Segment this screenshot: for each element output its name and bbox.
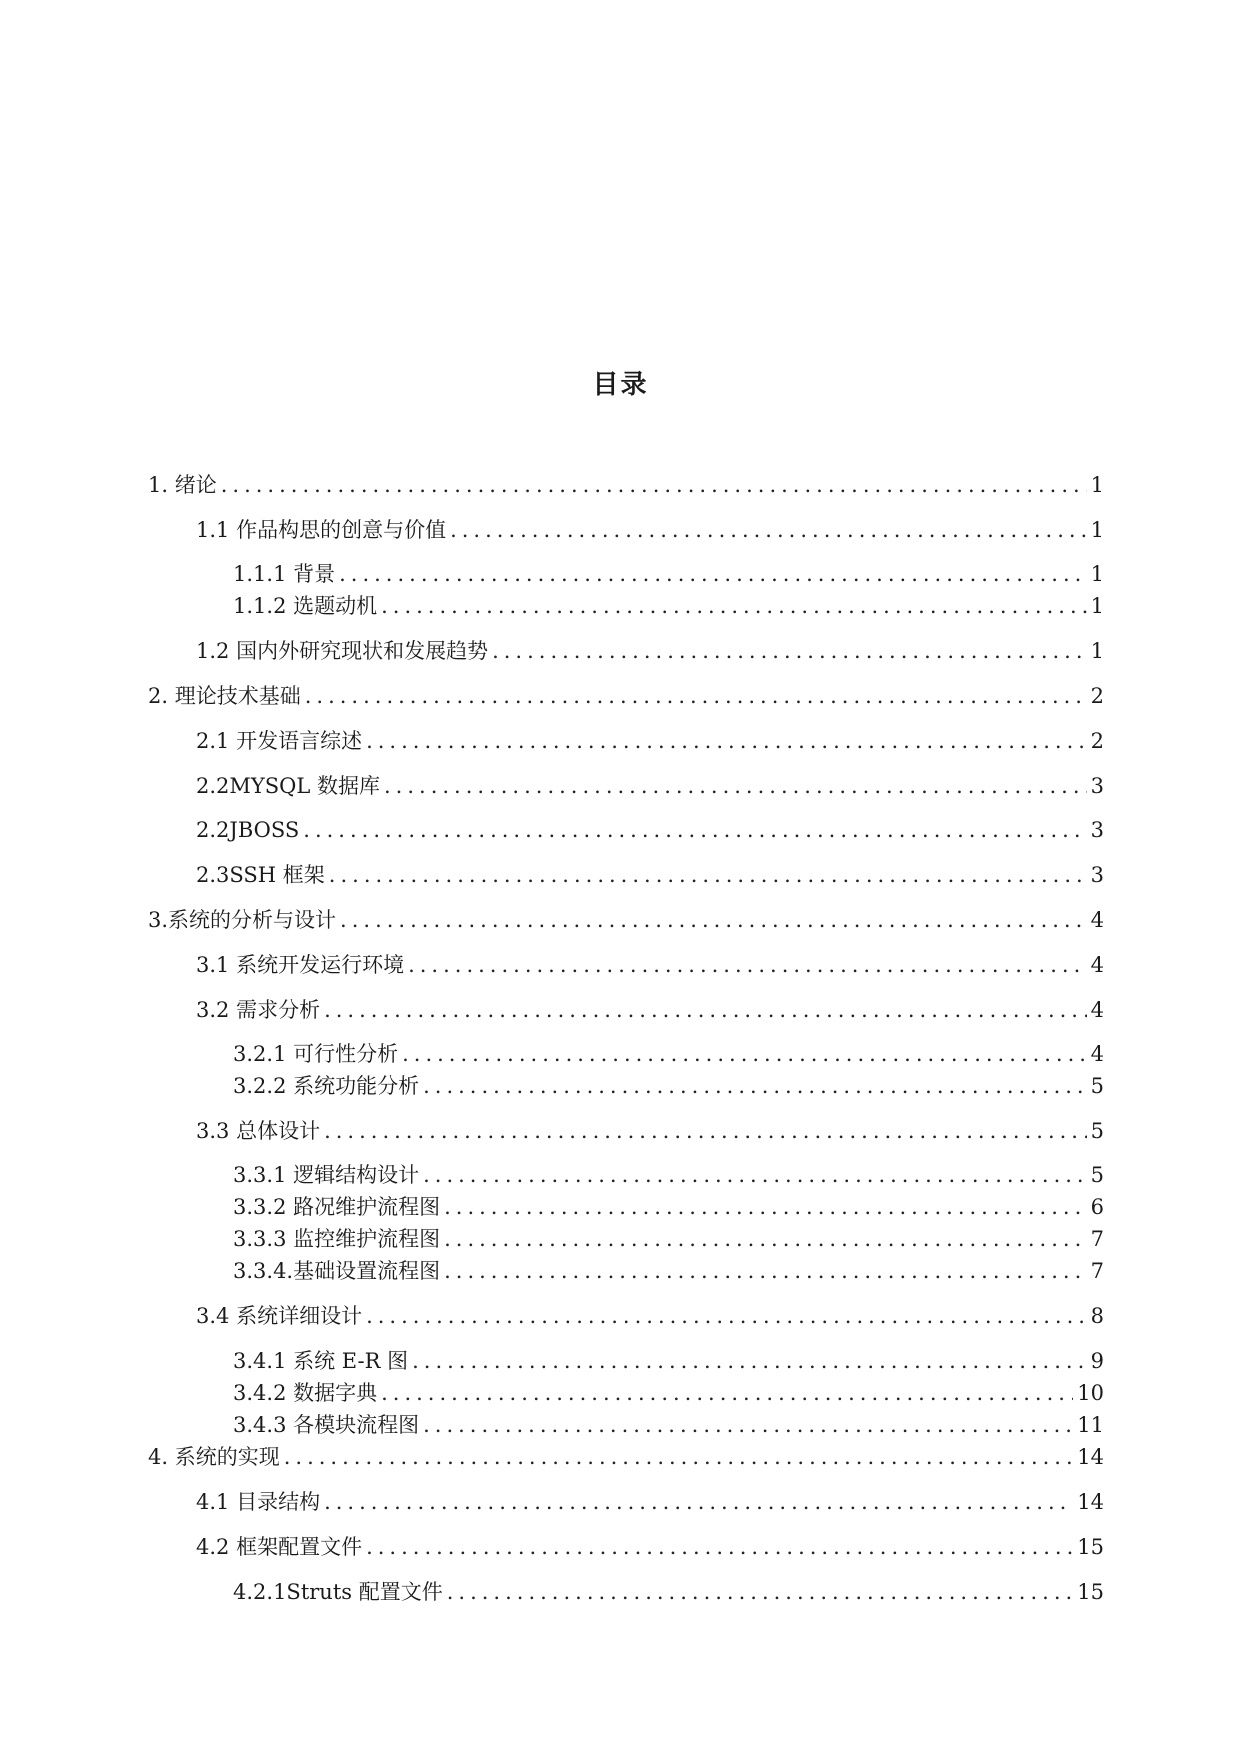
dot-leader [447, 1579, 1074, 1605]
toc-entry[interactable] [196, 1299, 1104, 1329]
dot-leader [384, 773, 1087, 799]
dot-leader [408, 952, 1087, 978]
toc-entry[interactable] [233, 1408, 1104, 1438]
toc-entry[interactable] [148, 903, 1104, 933]
toc-entry-page: 14 [1077, 1445, 1104, 1469]
toc-entry-page: 9 [1090, 1349, 1104, 1373]
toc-entry-label: 3.4.1 系统 E-R 图 [233, 1349, 409, 1373]
toc-entry[interactable] [233, 1037, 1104, 1067]
toc-entry-label: 3.3.2 路况维护流程图 [233, 1195, 441, 1219]
dot-leader [329, 862, 1087, 888]
dot-leader [492, 638, 1087, 664]
toc-entry-label: 3.3.3 监控维护流程图 [233, 1227, 441, 1251]
toc-entry-page: 7 [1090, 1227, 1104, 1251]
toc-entry[interactable] [148, 679, 1104, 709]
toc-entry[interactable] [196, 513, 1104, 543]
toc-entry-page: 3 [1090, 774, 1104, 798]
toc-entry[interactable] [196, 813, 1104, 843]
toc-entry-label: 4.2.1Struts 配置文件 [233, 1580, 443, 1604]
page-title: 目录 [592, 370, 649, 401]
toc-entry[interactable] [196, 948, 1104, 978]
toc-entry-label: 1. 绪论 [148, 473, 217, 497]
dot-leader [339, 561, 1087, 587]
toc-entry-label: 3.4.3 各模块流程图 [233, 1413, 420, 1437]
toc-entry[interactable] [196, 634, 1104, 664]
toc-entry-label: 3.1 系统开发运行环境 [196, 953, 405, 977]
toc-entry-label: 1.1 作品构思的创意与价值 [196, 518, 447, 542]
toc-entry-label: 3.系统的分析与设计 [148, 908, 337, 932]
toc-entry[interactable] [196, 724, 1104, 754]
dot-leader [324, 997, 1087, 1023]
toc-entry-page: 7 [1090, 1259, 1104, 1283]
toc-entry[interactable] [196, 1485, 1104, 1515]
toc-entry-page: 15 [1077, 1535, 1104, 1559]
toc-entry[interactable] [233, 1344, 1104, 1374]
toc-entry[interactable] [148, 468, 1104, 498]
dot-leader [284, 1444, 1074, 1470]
toc-entry-label: 3.4.2 数据字典 [233, 1381, 378, 1405]
toc-entry-label: 3.2.1 可行性分析 [233, 1042, 399, 1066]
toc-entry-label: 1.1.1 背景 [233, 562, 336, 586]
toc-entry[interactable] [196, 1530, 1104, 1560]
toc-entry-page: 10 [1077, 1381, 1104, 1405]
toc-entry-label: 3.3 总体设计 [196, 1119, 321, 1143]
toc-entry-page: 6 [1090, 1195, 1104, 1219]
dot-leader [412, 1348, 1087, 1374]
toc-entry-page: 5 [1090, 1163, 1104, 1187]
toc-entry[interactable] [148, 1440, 1104, 1470]
dot-leader [444, 1258, 1087, 1284]
toc-entry-label: 3.4 系统详细设计 [196, 1304, 363, 1328]
dot-leader [303, 817, 1086, 843]
toc-entry-page: 5 [1090, 1074, 1104, 1098]
toc-entry-label: 2. 理论技术基础 [148, 684, 301, 708]
dot-leader [450, 517, 1087, 543]
toc-entry-page: 1 [1090, 594, 1104, 618]
dot-leader [423, 1412, 1073, 1438]
toc-entry-label: 1.1.2 选题动机 [233, 594, 378, 618]
toc-entry[interactable] [233, 1254, 1104, 1284]
toc-entry-page: 4 [1090, 953, 1104, 977]
toc-entry-page: 1 [1090, 639, 1104, 663]
toc-entry-page: 4 [1090, 998, 1104, 1022]
toc-entry-page: 14 [1077, 1490, 1104, 1514]
toc-entry[interactable] [233, 1222, 1104, 1252]
dot-leader [444, 1194, 1087, 1220]
toc-entry[interactable] [233, 589, 1104, 619]
dot-leader [381, 593, 1087, 619]
dot-leader [423, 1162, 1087, 1188]
toc-entry-label: 4. 系统的实现 [148, 1445, 280, 1469]
dot-leader [366, 1534, 1073, 1560]
toc-entry-page: 1 [1090, 518, 1104, 542]
toc-entry-label: 2.1 开发语言综述 [196, 729, 363, 753]
toc-entry-page: 11 [1077, 1413, 1104, 1437]
toc-entry-page: 5 [1090, 1119, 1104, 1143]
toc-entry-label: 2.3SSH 框架 [196, 863, 325, 887]
toc-entry[interactable] [233, 1376, 1104, 1406]
dot-leader [381, 1380, 1073, 1406]
toc-entry[interactable] [233, 1575, 1104, 1605]
toc-entry-label: 4.2 框架配置文件 [196, 1535, 363, 1559]
toc-entry-page: 2 [1090, 729, 1104, 753]
toc-entry-label: 3.2 需求分析 [196, 998, 321, 1022]
toc-entry-page: 2 [1090, 684, 1104, 708]
dot-leader [423, 1073, 1087, 1099]
toc-entry-label: 3.2.2 系统功能分析 [233, 1074, 420, 1098]
dot-leader [221, 472, 1087, 498]
toc-entry-page: 8 [1090, 1304, 1104, 1328]
toc-entry-page: 4 [1090, 1042, 1104, 1066]
toc-entry[interactable] [233, 1069, 1104, 1099]
dot-leader [366, 728, 1087, 754]
toc-entry-label: 1.2 国内外研究现状和发展趋势 [196, 639, 489, 663]
toc-entry-page: 1 [1090, 473, 1104, 497]
dot-leader [402, 1041, 1087, 1067]
toc-entry-page: 4 [1090, 908, 1104, 932]
toc-entry-label: 4.1 目录结构 [196, 1490, 321, 1514]
dot-leader [324, 1118, 1087, 1144]
toc-entry[interactable] [196, 858, 1104, 888]
toc-entry-label: 2.2MYSQL 数据库 [196, 774, 380, 798]
toc-entry-page: 1 [1090, 562, 1104, 586]
dot-leader [444, 1226, 1087, 1252]
toc-entry-label: 3.3.1 逻辑结构设计 [233, 1163, 420, 1187]
toc-entry[interactable] [196, 769, 1104, 799]
toc-entry[interactable] [196, 1114, 1104, 1144]
toc-entry-page: 3 [1090, 818, 1104, 842]
toc-entry-page: 15 [1077, 1580, 1104, 1604]
dot-leader [366, 1303, 1087, 1329]
toc-entry[interactable] [233, 1158, 1104, 1188]
dot-leader [305, 683, 1087, 709]
dot-leader [340, 907, 1087, 933]
toc-entry-page: 3 [1090, 863, 1104, 887]
toc-entry-label: 2.2JBOSS [196, 818, 300, 842]
dot-leader [324, 1489, 1073, 1515]
toc-entry-label: 3.3.4.基础设置流程图 [233, 1259, 441, 1283]
toc-entry[interactable] [196, 993, 1104, 1023]
toc-entry[interactable] [233, 1190, 1104, 1220]
toc-entry[interactable] [233, 557, 1104, 587]
